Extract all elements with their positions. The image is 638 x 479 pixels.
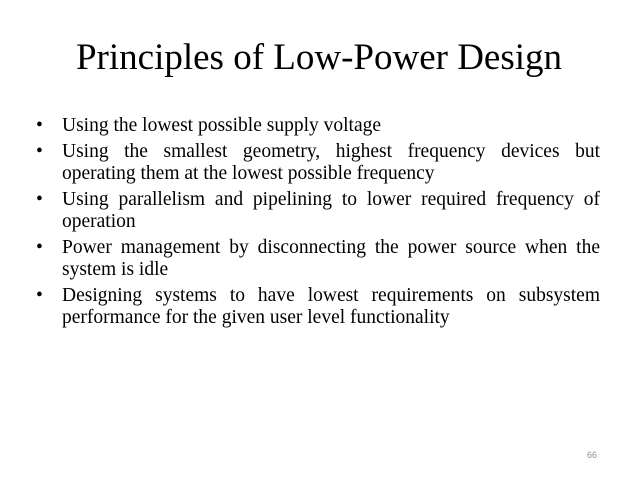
bullet-dot-icon: • [36, 141, 43, 162]
bullet-dot-icon: • [36, 237, 43, 258]
bullet-list [34, 115, 600, 333]
bullet-item [34, 285, 600, 329]
slide-title: Principles of Low-Power Design [75, 37, 563, 78]
bullet-text: Using the smallest geometry, highest frequency devices but operating them at the lowest possible frequency [62, 141, 600, 184]
bullet-dot-icon: • [36, 285, 43, 306]
bullet-item [34, 189, 600, 233]
bullet-dot-icon: • [36, 189, 43, 210]
bullet-item [34, 237, 600, 281]
bullet-text: Using parallelism and pipelining to lower required frequency of operation [62, 189, 600, 232]
bullet-item [34, 141, 600, 185]
bullet-dot-icon: • [36, 115, 43, 136]
bullet-item [34, 115, 600, 137]
bullet-text: Designing systems to have lowest requirements on subsystem performance for the given user level functionality [62, 285, 600, 328]
bullet-text: Using the lowest possible supply voltage [62, 115, 382, 136]
bullet-text: Power management by disconnecting the power source when the system is idle [62, 237, 600, 280]
page-number: 66 [586, 450, 597, 460]
